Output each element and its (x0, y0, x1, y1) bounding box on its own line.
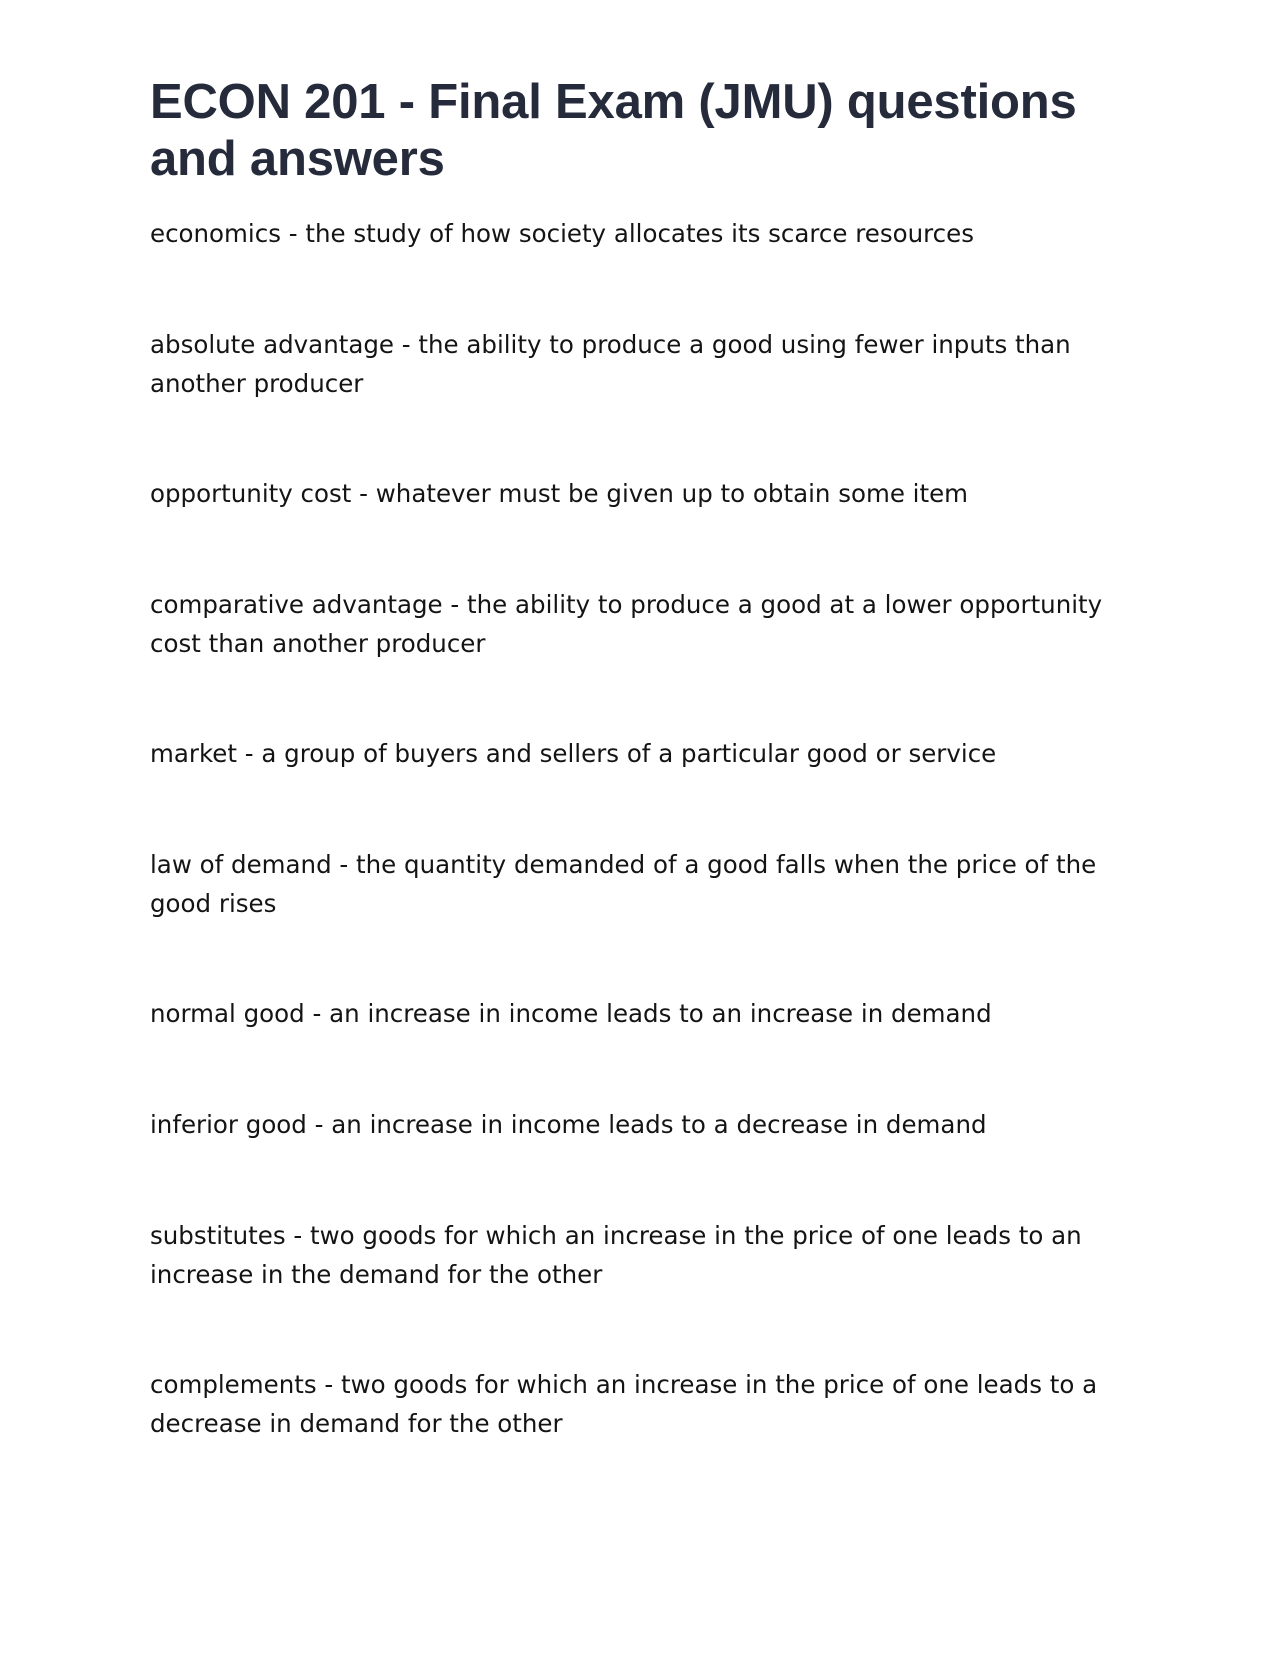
qa-list (150, 214, 1125, 1443)
qa-entry-opportunity-cost: opportunity cost - whatever must be given up to obtain some item (150, 479, 969, 508)
qa-entry-market: market - a group of buyers and sellers of a particular good or service (150, 739, 997, 768)
qa-entry-complements: complements - two goods for which an increase in the price of one leads to a decrease in demand for the other (150, 1370, 1098, 1438)
qa-entry-substitutes: substitutes - two goods for which an increase in the price of one leads to an increase in the demand for the other (150, 1221, 1082, 1289)
qa-entry-absolute-advantage: absolute advantage - the ability to produce a good using fewer inputs than another producer (150, 330, 1071, 398)
document-title: ECON 201 - Final Exam (JMU) questions and answers (150, 75, 1077, 186)
qa-entry-normal-good: normal good - an increase in income leads to an increase in demand (150, 999, 992, 1028)
qa-entry-comparative-advantage: comparative advantage - the ability to produce a good at a lower opportunity cost than another producer (150, 590, 1103, 658)
document-content (150, 74, 1125, 1514)
qa-entry-law-of-demand: law of demand - the quantity demanded of a good falls when the price of the good rises (150, 850, 1097, 918)
qa-entry-economics: economics - the study of how society allocates its scarce resources (150, 219, 974, 248)
qa-entry-inferior-good: inferior good - an increase in income leads to a decrease in demand (150, 1110, 987, 1139)
